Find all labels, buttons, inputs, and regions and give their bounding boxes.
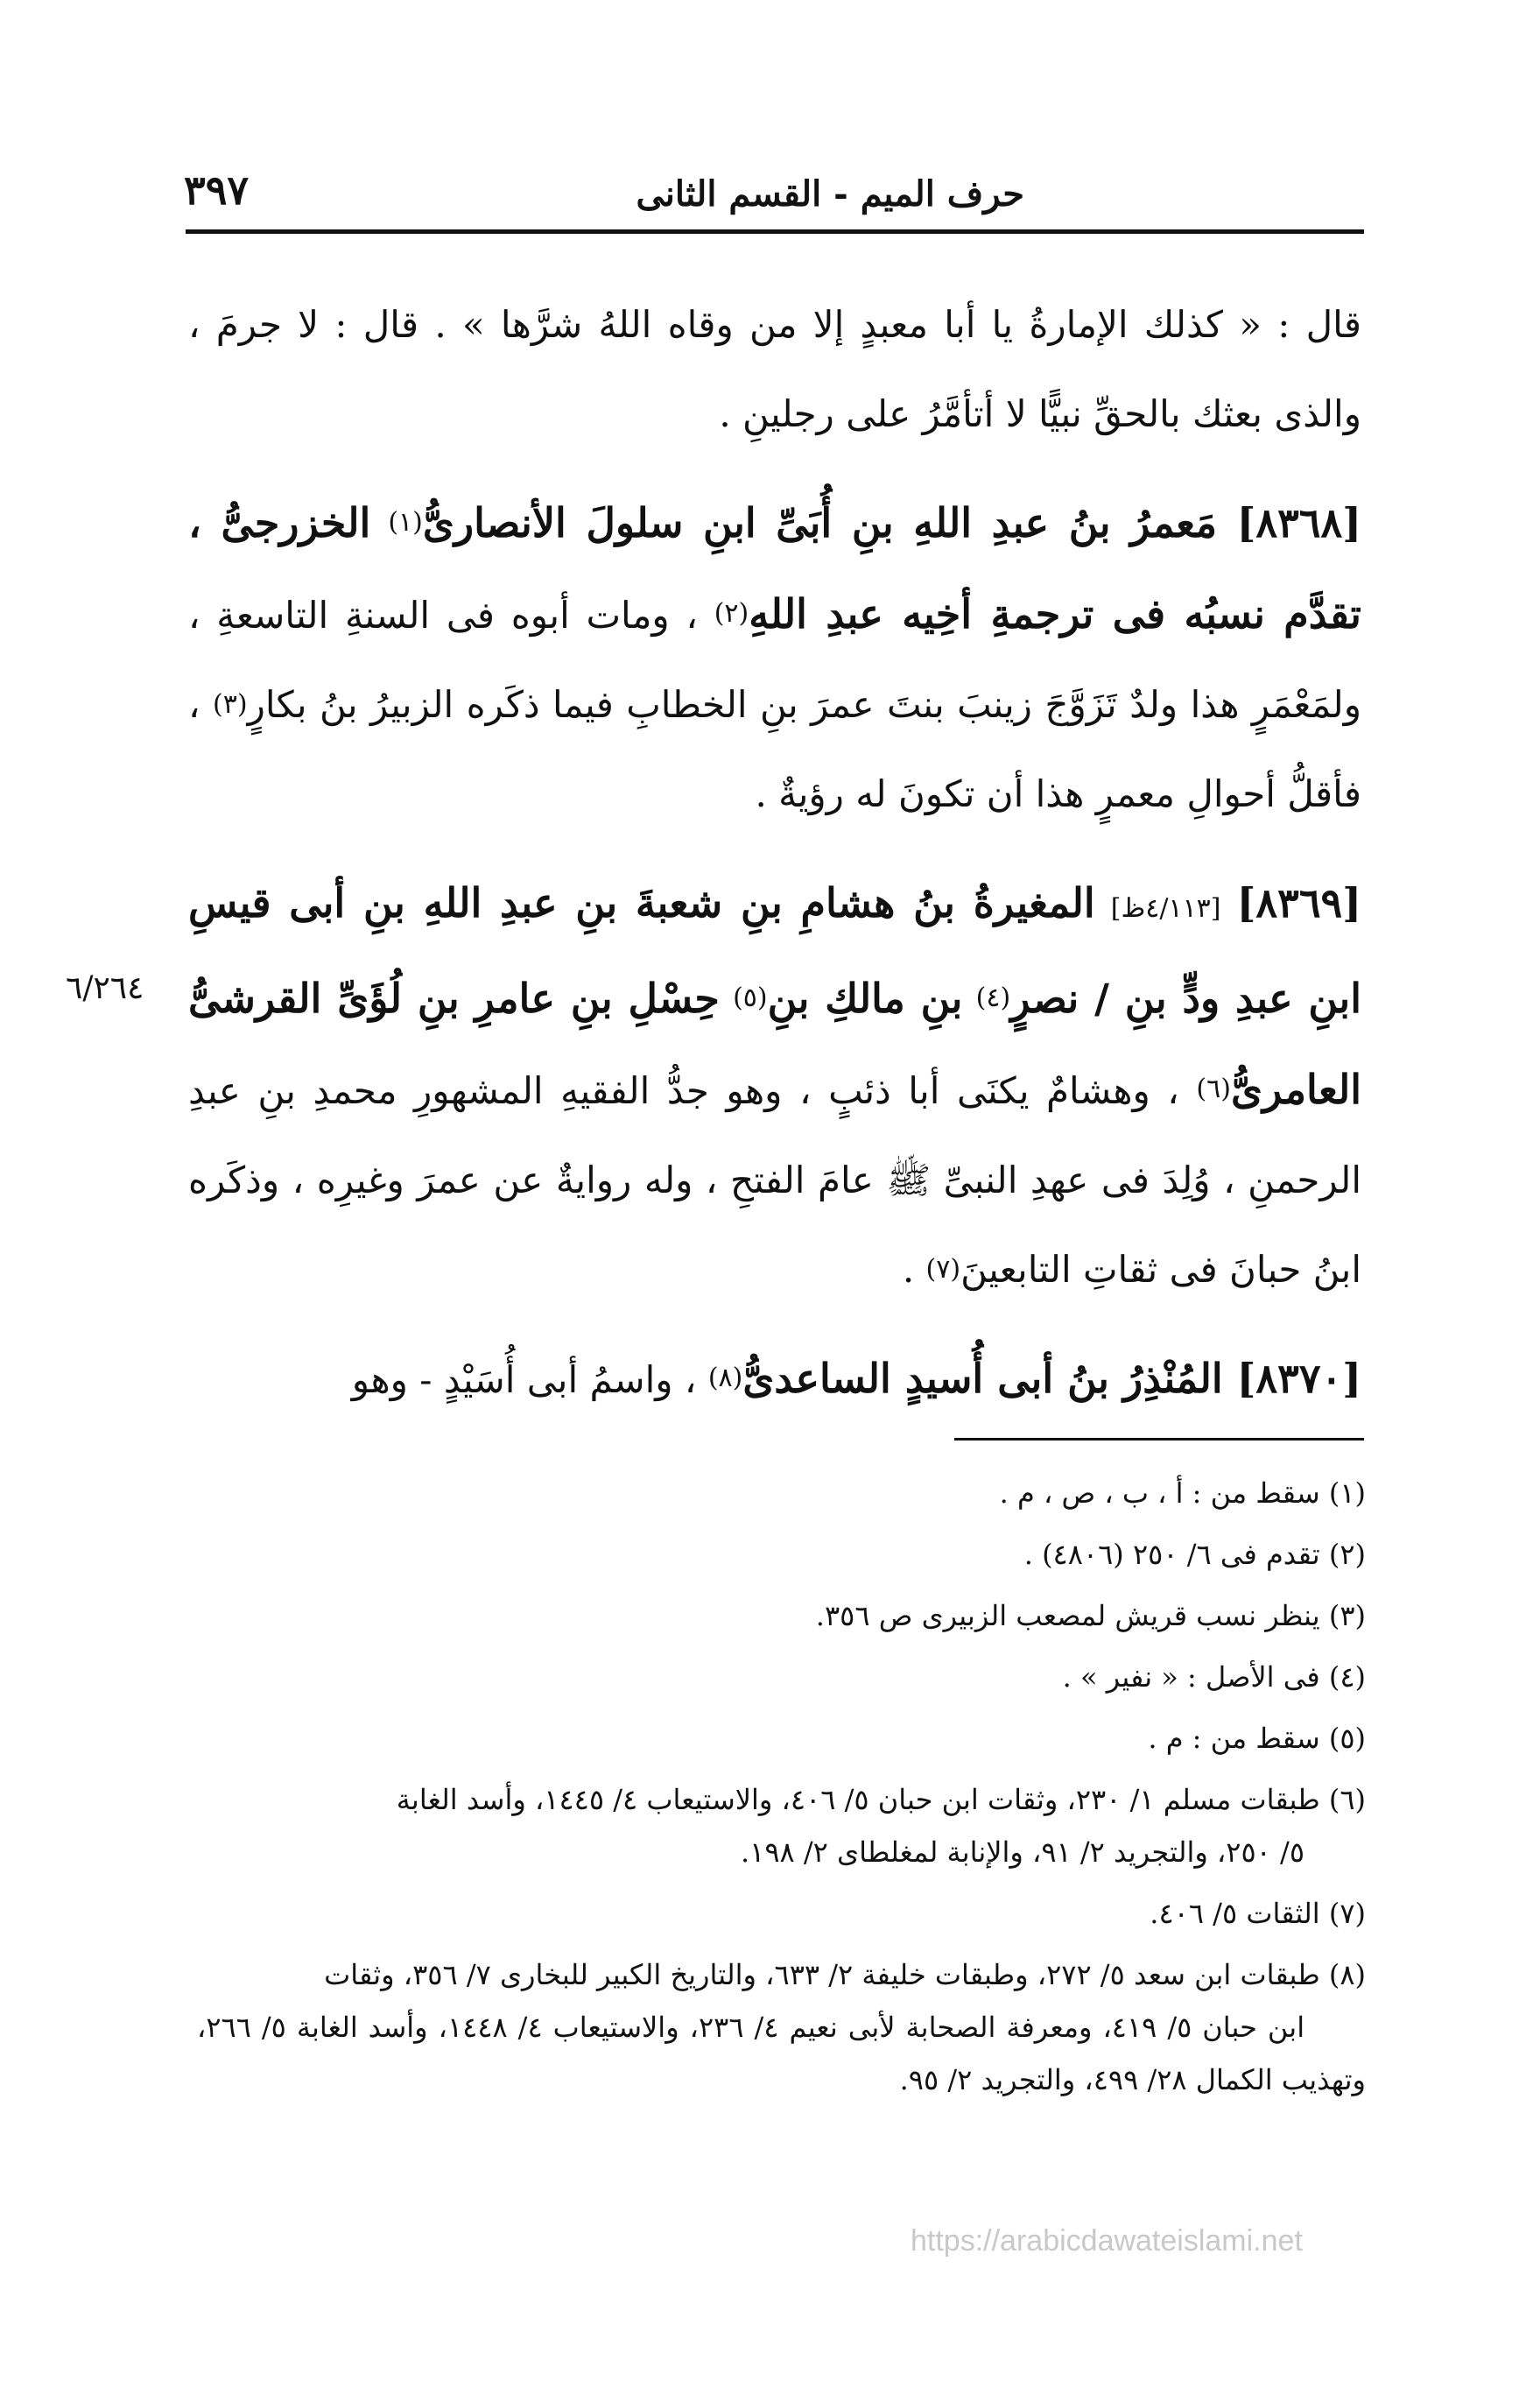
- entry-8369: [188, 858, 1361, 1314]
- footnote-6: [197, 1773, 1366, 1878]
- footnote-6-continuation: ٥/ ٢٥٠، والتجريد ٢/ ٩١، والإنابة لمغلطاى ٢/ ١٩٨.: [740, 1835, 1304, 1869]
- footnote-3: (٣) ينظر نسب قريش لمصعب الزبيرى ص ٣٥٦.: [815, 1599, 1366, 1632]
- running-head: حرف الميم - القسم الثانى: [636, 173, 1024, 215]
- entry-8368-heading: [٨٣٦٨] مَعمرُ بنُ عبدِ اللهِ بنِ أُبَىِّ ابنِ سلولَ الأنصارىُّ: [422, 499, 1361, 546]
- entry-8369-end: .: [902, 1248, 915, 1291]
- entry-8369-name-3: حِسْلِ بنِ عامرِ بنِ لُؤَىِّ القرشىُّ العامرىُّ: [188, 975, 1361, 1113]
- header-rule: [186, 229, 1364, 234]
- footnote-8-continuation: ابن حبان ٥/ ٤١٩، ومعرفة الصحابة لأبى نعيم ٤/ ٢٣٦، والاستيعاب ٤/ ١٤٤٨، وأسد الغابة ٥/ ٢٦٦، وتهذيب الكمال ٢٨/ ٤٩٩، والتجريد ٢/ ٩٥.: [197, 2011, 1366, 2096]
- footnote-ref-6: (٦): [1196, 1074, 1231, 1104]
- main-text: [188, 280, 1361, 1444]
- footnote-8-text: (٨) طبقات ابن سعد ٥/ ٢٧٢، وطبقات خليفة ٢/ ٦٣٣، والتاريخ الكبير للبخارى ٧/ ٣٥٦، وثقات: [324, 1958, 1366, 1991]
- entry-8368-text: ، ومات أبوه فى السنةِ التاسعةِ ، ولمَعْمَرٍ هذا ولدٌ تَزَوَّجَ زينبَ بنتَ عمرَ بنِ الخطابِ فيما ذكَره الزبيرُ بنُ بكارٍ: [188, 594, 1361, 726]
- page-header: [184, 166, 1366, 228]
- footnote-2: (٢) تقدم فى ٦/ ٢٥٠ (٤٨٠٦) .: [1023, 1538, 1366, 1571]
- entry-8370-text: ، واسمُ أبى أُسَيْدٍ - وهو: [351, 1358, 697, 1401]
- manuscript-folio-ref: [٤/١١٣ظ]: [1110, 893, 1221, 924]
- entry-8368-nisba: الخزرجىُّ ، تقدَّم نسبُه فى ترجمةِ أخِيه عبدِ اللهِ: [188, 499, 1361, 638]
- footnote-ref-8: (٨): [707, 1363, 743, 1393]
- continuation-text: قال : « كذلك الإمارةُ يا أبا معبدٍ إلا من وقاه اللهُ شرَّها » . قال : لا جرمَ ، والذى بعثك بالحقِّ نبيًّا لا أتأمَّرُ على رجلينِ .: [188, 303, 1361, 435]
- entry-8369-name-2: بنِ مالكِ بنِ: [767, 975, 963, 1022]
- footnote-1: (١) سقط من : أ ، ب ، ص ، م .: [999, 1476, 1366, 1510]
- footnote-ref-4: (٤): [975, 983, 1011, 1013]
- entry-8369-text: ، وهشامٌ يكنَى أبا ذئبٍ ، وهو جدُّ الفقيهِ المشهورِ محمدِ بنِ عبدِ الرحمنِ ، وُلِدَ فى عهدِ النبىِّ ﷺ عامَ الفتحِ ، وله روايةٌ عن عمرَ وغيرِه ، وذكَره ابنُ حبانَ فى ثقاتِ التابعينَ: [188, 1069, 1361, 1291]
- entry-8368-text-end: ، فأقلُّ أحوالِ معمرٍ هذا أن تكونَ له رؤيةٌ .: [188, 683, 1361, 815]
- page-number: ٣٩٧: [184, 166, 250, 214]
- footnote-ref-1: (١): [388, 507, 423, 538]
- entry-8368: [188, 478, 1361, 839]
- footnote-4: (٤) فى الأصل : « نفير » .: [1062, 1660, 1366, 1694]
- entry-8369-name: المغيرةُ بنُ هشامِ بنِ شعبةَ بنِ عبدِ اللهِ بنِ أبى قيسِ ابنِ عبدِ ودٍّ بنِ / نصرٍ: [188, 879, 1361, 1022]
- footnote-ref-2: (٢): [714, 598, 749, 629]
- footnotes: [197, 1467, 1366, 2115]
- margin-volume-page-note: ٦/٢٦٤: [66, 970, 144, 1006]
- footnote-8: [197, 1948, 1366, 2106]
- footnote-5: (٥) سقط من : م .: [1148, 1722, 1366, 1755]
- footnote-6-text: (٦) طبقات مسلم ١/ ٢٣٠، وثقات ابن حبان ٥/ ٤٠٦، والاستيعاب ٤/ ١٤٤٥، وأسد الغابة: [396, 1783, 1366, 1816]
- entry-8370-heading: [٨٣٧٠] المُنْذِرُ بنُ أبى أُسيدٍ الساعدىُّ: [742, 1355, 1361, 1402]
- footnote-ref-7: (٧): [925, 1254, 961, 1285]
- footnote-rule: [954, 1438, 1364, 1441]
- entry-8369-number: [٨٣٦٩]: [1236, 879, 1361, 926]
- entry-8370: [188, 1334, 1361, 1425]
- watermark-url: https://arabicdawateislami.net: [911, 2224, 1303, 2258]
- footnote-ref-5: (٥): [733, 983, 768, 1013]
- footnote-ref-3: (٣): [213, 689, 248, 720]
- footnote-7: (٧) الثقات ٥/ ٤٠٦.: [1150, 1897, 1366, 1930]
- paragraph-continuation: [188, 280, 1361, 459]
